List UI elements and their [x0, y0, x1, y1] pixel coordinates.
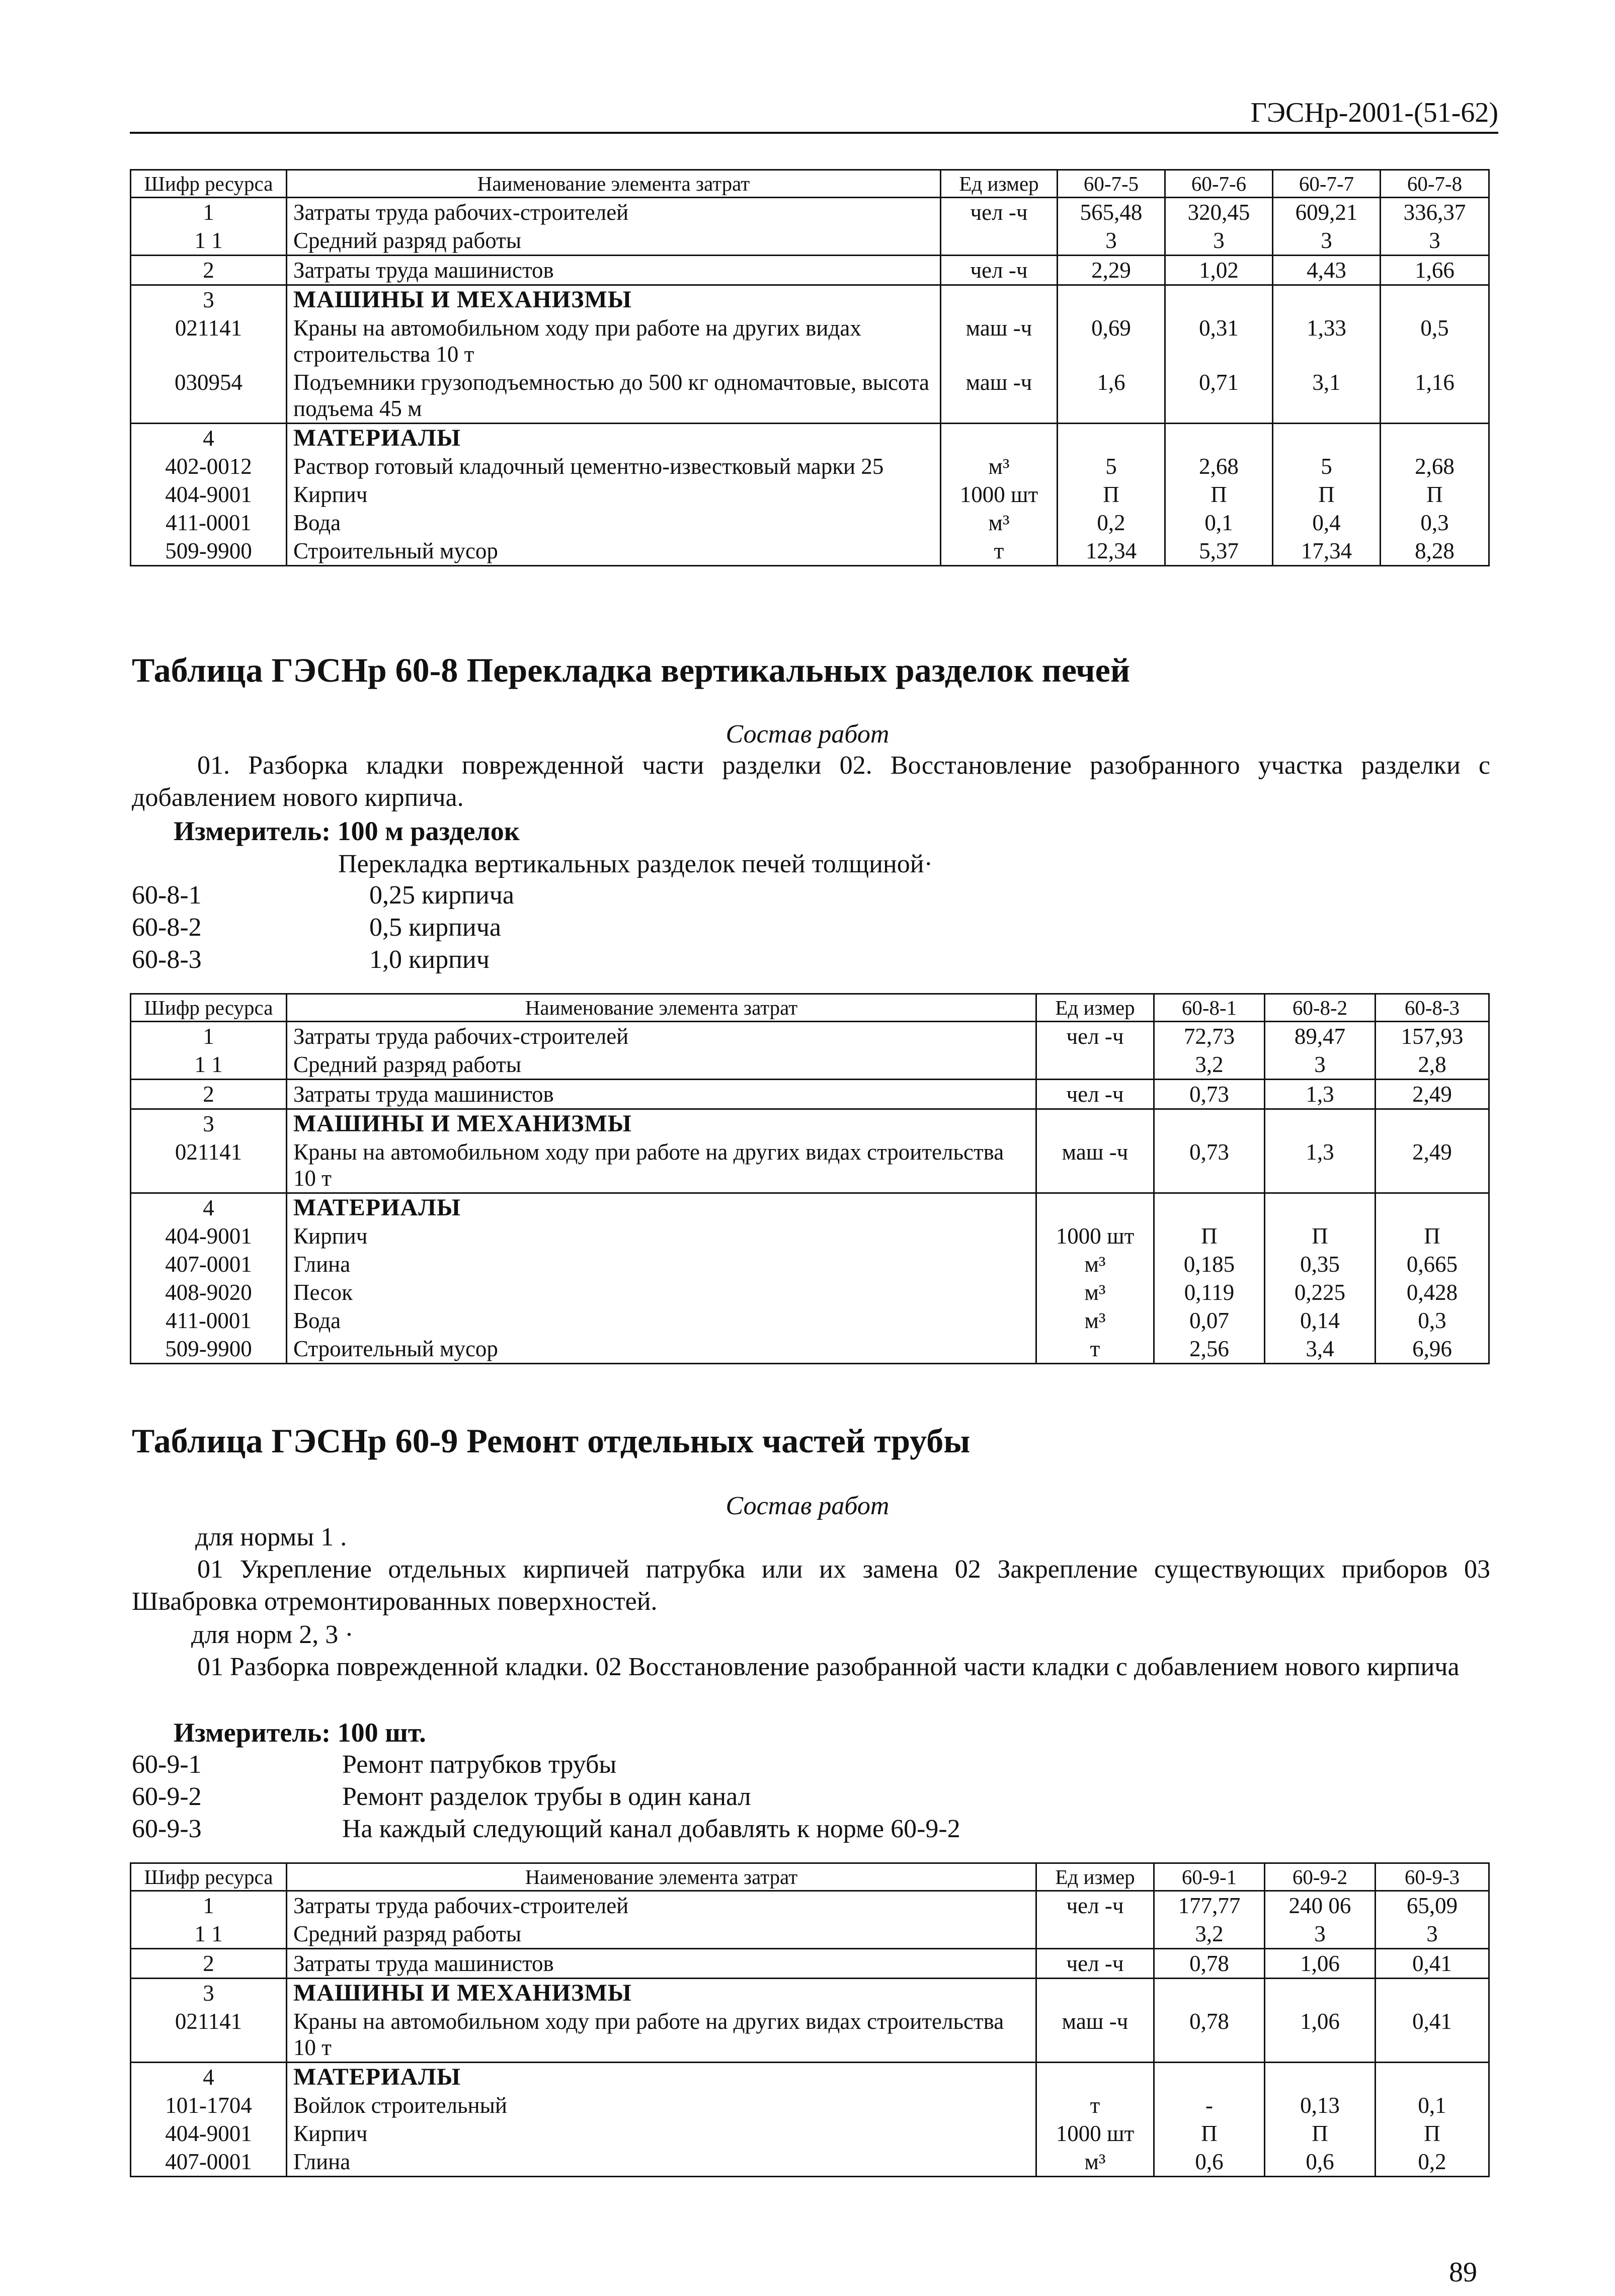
value: 2,68 [1381, 452, 1489, 480]
resource-code: 2 [131, 1080, 287, 1109]
resource-code: 1 1 [131, 1050, 287, 1080]
section-heading: МАШИНЫ И МЕХАНИЗМЫ [287, 1109, 1036, 1138]
resource-code: 2 [131, 1949, 287, 1979]
variant-code: 60-9-3 [132, 1815, 202, 1843]
value: 3,4 [1265, 1335, 1376, 1364]
cost-name: Затраты труда машинистов [287, 256, 941, 285]
value: П [1376, 2119, 1489, 2148]
value: 1,3 [1265, 1080, 1376, 1109]
table-title-60-8: Таблица ГЭСНр 60-8 Перекладка вертикальных разделок печей [132, 651, 1130, 689]
section-heading: МАТЕРИАЛЫ [287, 1193, 1036, 1222]
table-header-row [131, 1863, 1489, 1891]
meter [174, 815, 520, 847]
col-header: 60-9-2 [1265, 1863, 1376, 1891]
variant-text: 0,25 кирпича [369, 881, 514, 910]
value: 3 [1058, 226, 1165, 256]
unit: т [1036, 1335, 1154, 1364]
table-title-60-9: Таблица ГЭСНр 60-9 Ремонт отдельных частей трубы [132, 1422, 971, 1460]
col-header: Наименование элемента затрат [287, 994, 1036, 1022]
table-row [131, 256, 1489, 285]
unit: чел -ч [941, 198, 1058, 227]
table-row [131, 1306, 1489, 1335]
value: 72,73 [1154, 1022, 1265, 1051]
section-heading: МАТЕРИАЛЫ [287, 424, 941, 453]
value: 3 [1273, 226, 1381, 256]
value: 336,37 [1381, 198, 1489, 227]
cost-name: Средний разряд работы [287, 226, 941, 256]
value: 320,45 [1165, 198, 1273, 227]
cost-name: Строительный мусор [287, 537, 941, 566]
resource-code: 3 [131, 285, 287, 314]
cost-name: Вода [287, 509, 941, 537]
unit [941, 226, 1058, 256]
col-header: Шифр ресурса [131, 170, 287, 198]
value: 0,225 [1265, 1278, 1376, 1306]
variant-code: 60-8-1 [132, 881, 202, 910]
resource-code: 509-9900 [131, 537, 287, 566]
unit: 1000 шт [941, 480, 1058, 509]
value: 1,6 [1058, 368, 1165, 424]
value: 3,2 [1154, 1920, 1265, 1949]
value: 0,73 [1154, 1080, 1265, 1109]
value: 1,06 [1265, 1949, 1376, 1979]
unit [1036, 1920, 1154, 1949]
meter-value: 100 шт. [337, 1717, 426, 1748]
value: 0,5 [1381, 314, 1489, 368]
table-row [131, 1222, 1489, 1250]
value: П [1265, 1222, 1376, 1250]
variant-code: 60-8-3 [132, 945, 202, 974]
value: 5 [1273, 452, 1381, 480]
value: 1,33 [1273, 314, 1381, 368]
unit: т [1036, 2091, 1154, 2119]
cost-name: Глина [287, 1250, 1036, 1278]
norm23-text: 01 Разборка поврежденной кладки. 02 Восстановление разобранной части кладки с добавлением нового кирпича [197, 1653, 1460, 1681]
value: 2,29 [1058, 256, 1165, 285]
unit: м³ [1036, 1278, 1154, 1306]
value: 565,48 [1058, 198, 1165, 227]
value: 17,34 [1273, 537, 1381, 566]
page-number: 89 [1449, 2257, 1477, 2288]
section-row [131, 1109, 1489, 1138]
variant-text: Ремонт разделок трубы в один канал [342, 1782, 751, 1811]
value: П [1154, 1222, 1265, 1250]
table-row [131, 2119, 1489, 2148]
resource-code: 404-9001 [131, 480, 287, 509]
section-row [131, 285, 1489, 314]
running-header [130, 95, 1498, 134]
col-header: Ед измер [941, 170, 1058, 198]
value: 0,2 [1058, 509, 1165, 537]
variant-text: Ремонт патрубков трубы [342, 1750, 617, 1779]
value: - [1154, 2091, 1265, 2119]
unit: м³ [941, 509, 1058, 537]
unit: чел -ч [1036, 1891, 1154, 1920]
doc-code: ГЭСНр-2001-(51-62) [1250, 97, 1498, 128]
table-row [131, 1138, 1489, 1193]
variant-text: 1,0 кирпич [369, 945, 490, 974]
cost-name: Затраты труда рабочих-строителей [287, 1022, 1036, 1051]
value: 5 [1058, 452, 1165, 480]
value: 1,02 [1165, 256, 1273, 285]
value: 65,09 [1376, 1891, 1489, 1920]
variant-code: 60-9-2 [132, 1782, 202, 1811]
value: 2,68 [1165, 452, 1273, 480]
unit [1036, 1050, 1154, 1080]
value: 0,78 [1154, 2007, 1265, 2063]
resource-code: 407-0001 [131, 2148, 287, 2177]
meter-label: Измеритель: [174, 816, 331, 846]
resource-code: 402-0012 [131, 452, 287, 480]
resource-code: 408-9020 [131, 1278, 287, 1306]
cost-name: Краны на автомобильном ходу при работе на других видах строительства 10 т [287, 2007, 1036, 2063]
value: 0,69 [1058, 314, 1165, 368]
resource-code: 407-0001 [131, 1250, 287, 1278]
col-header: 60-9-3 [1376, 1863, 1489, 1891]
cost-name: Раствор готовый кладочный цементно-известковый марки 25 [287, 452, 941, 480]
value: 3 [1381, 226, 1489, 256]
value: 0,07 [1154, 1306, 1265, 1335]
table-header-row [131, 994, 1489, 1022]
table-header-row [131, 170, 1489, 198]
col-header: 60-7-8 [1381, 170, 1489, 198]
value: П [1165, 480, 1273, 509]
col-header: 60-8-1 [1154, 994, 1265, 1022]
resource-code: 1 1 [131, 226, 287, 256]
unit: чел -ч [941, 256, 1058, 285]
section-row [131, 1193, 1489, 1222]
meter-value: 100 м разделок [337, 816, 520, 846]
unit: маш -ч [941, 314, 1058, 368]
value: 0,4 [1273, 509, 1381, 537]
value: 1,66 [1381, 256, 1489, 285]
value: 0,3 [1381, 509, 1489, 537]
cost-name: Вода [287, 1306, 1036, 1335]
table-60-9 [130, 1862, 1490, 2177]
value: 0,78 [1154, 1949, 1265, 1979]
unit: т [941, 537, 1058, 566]
col-header: Наименование элемента затрат [287, 170, 941, 198]
section-heading: МАТЕРИАЛЫ [287, 2063, 1036, 2092]
group-caption: Перекладка вертикальных разделок печей толщиной· [338, 850, 933, 878]
unit: чел -ч [1036, 1022, 1154, 1051]
value: 0,35 [1265, 1250, 1376, 1278]
table-row [131, 1335, 1489, 1364]
table-row [131, 509, 1489, 537]
table-row [131, 368, 1489, 424]
cost-name: Подъемники грузоподъемностью до 500 кг одномачтовые, высота подъема 45 м [287, 368, 941, 424]
table-row [131, 2007, 1489, 2063]
unit: маш -ч [1036, 2007, 1154, 2063]
value: 0,6 [1154, 2148, 1265, 2177]
table-row [131, 537, 1489, 566]
value: 1,3 [1265, 1138, 1376, 1193]
resource-code: 1 [131, 198, 287, 227]
value: 5,37 [1165, 537, 1273, 566]
variant-code: 60-8-2 [132, 913, 202, 942]
cost-name: Средний разряд работы [287, 1920, 1036, 1949]
col-header: 60-7-6 [1165, 170, 1273, 198]
table-row [131, 1891, 1489, 1920]
col-header: Наименование элемента затрат [287, 1863, 1036, 1891]
value: 4,43 [1273, 256, 1381, 285]
value: 240 06 [1265, 1891, 1376, 1920]
cost-name: Затраты труда машинистов [287, 1080, 1036, 1109]
table-row [131, 1949, 1489, 1979]
resource-code: 404-9001 [131, 2119, 287, 2148]
resource-code: 1 1 [131, 1920, 287, 1949]
col-header: Шифр ресурса [131, 1863, 287, 1891]
cost-name: Глина [287, 2148, 1036, 2177]
cost-name: Затраты труда рабочих-строителей [287, 198, 941, 227]
unit: 1000 шт [1036, 2119, 1154, 2148]
cost-name: Кирпич [287, 480, 941, 509]
value: 177,77 [1154, 1891, 1265, 1920]
unit: чел -ч [1036, 1949, 1154, 1979]
table-row [131, 2091, 1489, 2119]
resource-code: 4 [131, 424, 287, 453]
unit: маш -ч [941, 368, 1058, 424]
resource-code: 411-0001 [131, 509, 287, 537]
cost-name: Затраты труда машинистов [287, 1949, 1036, 1979]
unit: маш -ч [1036, 1138, 1154, 1193]
resource-code: 4 [131, 2063, 287, 2092]
section-row [131, 424, 1489, 453]
cost-name: Песок [287, 1278, 1036, 1306]
section-heading: МАШИНЫ И МЕХАНИЗМЫ [287, 285, 941, 314]
value: 0,3 [1376, 1306, 1489, 1335]
unit: чел -ч [1036, 1080, 1154, 1109]
resource-code: 404-9001 [131, 1222, 287, 1250]
table-row [131, 1278, 1489, 1306]
col-header: 60-8-2 [1265, 994, 1376, 1022]
section-row [131, 1979, 1489, 2008]
value: 0,71 [1165, 368, 1273, 424]
value: 3,1 [1273, 368, 1381, 424]
norm23-label: для норм 2, 3 · [191, 1620, 354, 1649]
value: 2,49 [1376, 1138, 1489, 1193]
value: П [1154, 2119, 1265, 2148]
resource-code: 509-9900 [131, 1335, 287, 1364]
table-60-7 [130, 169, 1490, 566]
resource-code: 021141 [131, 314, 287, 368]
value: 1,16 [1381, 368, 1489, 424]
meter [174, 1716, 426, 1749]
table-row [131, 1050, 1489, 1080]
variant-code: 60-9-1 [132, 1750, 202, 1779]
value: 3 [1265, 1050, 1376, 1080]
table-row [131, 1022, 1489, 1051]
value: 1,06 [1265, 2007, 1376, 2063]
section-heading: МАШИНЫ И МЕХАНИЗМЫ [287, 1979, 1036, 2008]
resource-code: 1 [131, 1891, 287, 1920]
cost-name: Войлок строительный [287, 2091, 1036, 2119]
resource-code: 3 [131, 1979, 287, 2008]
table-row [131, 198, 1489, 227]
col-header: 60-9-1 [1154, 1863, 1265, 1891]
value: П [1381, 480, 1489, 509]
value: 0,1 [1165, 509, 1273, 537]
value: 12,34 [1058, 537, 1165, 566]
value: 0,2 [1376, 2148, 1489, 2177]
unit: м³ [941, 452, 1058, 480]
col-header: 60-8-3 [1376, 994, 1489, 1022]
unit: м³ [1036, 2148, 1154, 2177]
resource-code: 101-1704 [131, 2091, 287, 2119]
value: 2,56 [1154, 1335, 1265, 1364]
table-row [131, 1920, 1489, 1949]
resource-code: 1 [131, 1022, 287, 1051]
cost-name: Затраты труда рабочих-строителей [287, 1891, 1036, 1920]
resource-code: 021141 [131, 1138, 287, 1193]
value: 157,93 [1376, 1022, 1489, 1051]
variant-text: 0,5 кирпича [369, 913, 501, 942]
cost-name: Краны на автомобильном ходу при работе на других видах строительства 10 т [287, 314, 941, 368]
value: П [1273, 480, 1381, 509]
value: 0,185 [1154, 1250, 1265, 1278]
unit: м³ [1036, 1306, 1154, 1335]
value: 0,14 [1265, 1306, 1376, 1335]
value: 0,665 [1376, 1250, 1489, 1278]
col-header: Ед измер [1036, 994, 1154, 1022]
variant-text: На каждый следующий канал добавлять к норме 60-9-2 [342, 1815, 960, 1843]
cost-name: Средний разряд работы [287, 1050, 1036, 1080]
value: 2,49 [1376, 1080, 1489, 1109]
works-text: 01. Разборка кладки поврежденной части разделки 02. Восстановление разобранного участка разделки с добавлением нового кирпича. [132, 751, 1490, 812]
resource-code: 3 [131, 1109, 287, 1138]
value: 0,41 [1376, 2007, 1489, 2063]
value: 89,47 [1265, 1022, 1376, 1051]
resource-code: 030954 [131, 368, 287, 424]
table-row [131, 314, 1489, 368]
works-caption: Состав работ [725, 1492, 890, 1520]
value: 0,6 [1265, 2148, 1376, 2177]
value: 8,28 [1381, 537, 1489, 566]
value: П [1376, 1222, 1489, 1250]
value: 3 [1265, 1920, 1376, 1949]
table-row [131, 226, 1489, 256]
table-row [131, 480, 1489, 509]
unit: м³ [1036, 1250, 1154, 1278]
col-header: Ед измер [1036, 1863, 1154, 1891]
value: 0,1 [1376, 2091, 1489, 2119]
table-row [131, 2148, 1489, 2177]
resource-code: 2 [131, 256, 287, 285]
value: 0,13 [1265, 2091, 1376, 2119]
value: П [1265, 2119, 1376, 2148]
value: 0,119 [1154, 1278, 1265, 1306]
works-caption: Состав работ [725, 720, 890, 749]
col-header: 60-7-5 [1058, 170, 1165, 198]
section-row [131, 2063, 1489, 2092]
meter-label: Измеритель: [174, 1717, 331, 1748]
cost-name: Краны на автомобильном ходу при работе на других видах строительства 10 т [287, 1138, 1036, 1193]
table-60-8 [130, 993, 1490, 1364]
norm1-label: для нормы 1 . [195, 1523, 347, 1551]
cost-name: Кирпич [287, 2119, 1036, 2148]
unit: 1000 шт [1036, 1222, 1154, 1250]
value: 3,2 [1154, 1050, 1265, 1080]
col-header: 60-7-7 [1273, 170, 1381, 198]
col-header: Шифр ресурса [131, 994, 287, 1022]
value: 0,41 [1376, 1949, 1489, 1979]
table-row [131, 1080, 1489, 1109]
value: П [1058, 480, 1165, 509]
value: 3 [1165, 226, 1273, 256]
value: 0,73 [1154, 1138, 1265, 1193]
table-row [131, 452, 1489, 480]
norm1-text: 01 Укрепление отдельных кирпичей патрубка или их замена 02 Закрепление существующих приборов 03 Швабровка отремонтированных поверхностей. [132, 1555, 1490, 1616]
value: 6,96 [1376, 1335, 1489, 1364]
table-row [131, 1250, 1489, 1278]
resource-code: 411-0001 [131, 1306, 287, 1335]
resource-code: 4 [131, 1193, 287, 1222]
value: 0,428 [1376, 1278, 1489, 1306]
resource-code: 021141 [131, 2007, 287, 2063]
cost-name: Строительный мусор [287, 1335, 1036, 1364]
value: 3 [1376, 1920, 1489, 1949]
value: 0,31 [1165, 314, 1273, 368]
value: 609,21 [1273, 198, 1381, 227]
cost-name: Кирпич [287, 1222, 1036, 1250]
value: 2,8 [1376, 1050, 1489, 1080]
